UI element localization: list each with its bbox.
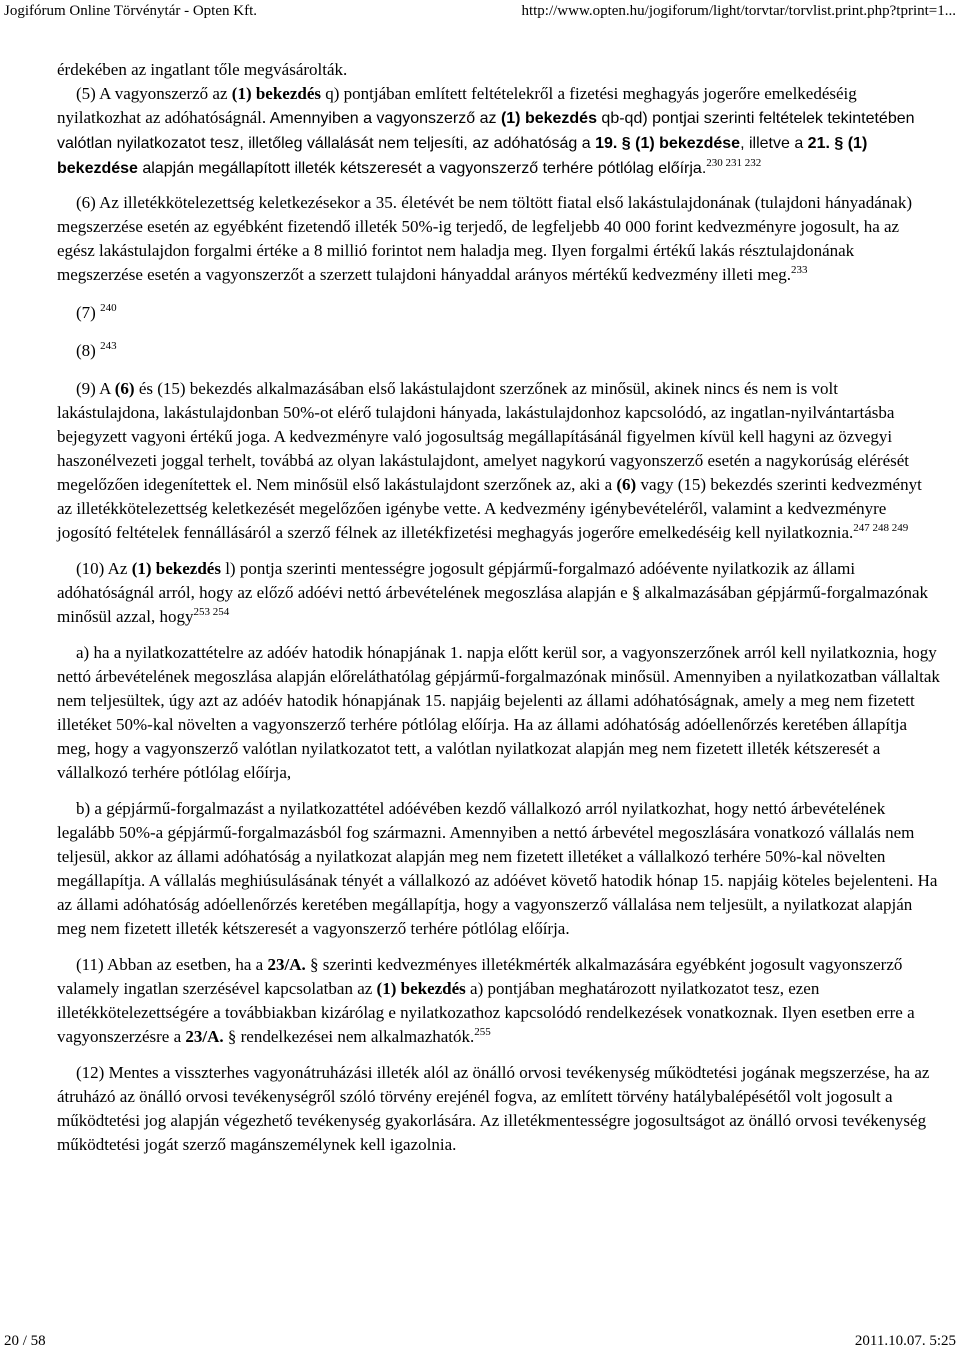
- footnote-ref: 233: [791, 264, 808, 276]
- paragraph-6: (6) Az illetékkötelezettség keletkezésekor a 35. életévét be nem töltött fiatal első lakástulajdonának (tulajdoni hányadának) megszerzése esetén az egyébként fizetendő illeték 50%-ig terjedő, de legfeljebb 40 000 forint kedvezményre jogosult, ha az egész lakástulajdon forgalmi értéke a 8 millió forintot nem haladja meg. Ilyen forgalmi értékű lakás résztulajdonának megszerzése esetén a vagyonszerzőt a szerzett tulajdoni hányaddal arányos mértékű kedvezmény illeti meg.$^{233}$: [57, 193, 912, 284]
- paragraph-9: (9) A (6) és (15) bekezdés alkalmazásában első lakástulajdont szerzőnek az minősül, akinek nincs és nem is volt lakástulajdona, lakástulajdonban 50%-ot elérő tulajdoni hányada, lakástulajdonhoz kapcsolódó, az ingatlan-nyilvántartásba bejegyzett vagyoni értékű joga. A kedvezményre való jogosultság megállapításánál figyelmen kívül kell hagyni az özvegyi haszonélvezeti joggal terhelt, továbbá az olyan lakástulajdont, amelyet nagykorú vagyonszerző esetén a nagykorúság elérését megelőzően idegenítettek el. Nem minősül első lakástulajdont szerzőnek az, aki a (6) vagy (15) bekezdés szerinti kedvezményt az illetékkötelezettség keletkezését megelőzően igénybe vette. A kedvezmény igénybevételéről, valamint a kedvezményre jogosító feltételek fennállásáról a szerző félnek az illetékfizetési meghagyás jogerőre emelkedéséig kell nyilatkoznia.$^{247 248 249}$: [57, 379, 922, 542]
- paragraph-5-sans-text: Amennyiben a vagyonszerző az (1) bekezdés qb-qd) pontjai szerinti feltételek tekintetében valótlan nyilatkozatot tesz, illetőleg vállalását nem teljesíti, az adóhatóság a 19. § (1) bekezdése, illetve a 21. § (1) bekezdése alapján megállapított illeték kétszeresét a vagyonszerző terhére pótlólag előírja.: [57, 110, 915, 177]
- paragraph-continuation: érdekében az ingatlant tőle megvásárolták.: [57, 60, 348, 79]
- footnote-ref: 243: [100, 340, 117, 352]
- paragraph-5: (5) A vagyonszerző az (1) bekezdés q) pontjában említett feltételekről a fizetési meghagyás jogerőre emelkedéséig nyilatkozhat az adóhatóságnál. Amennyiben a vagyonszerző az (1) bekezdés qb-qd) pontjai szerinti feltételek tekintetében valótlan nyilatkozatot tesz, illetőleg vállalását nem teljesíti, az adóhatóság a 19. § (1) bekezdése, illetve a 21. § (1) bekezdése alapján megállapított illeték kétszeresét a vagyonszerző terhére pótlólag előírja.$^{230 231 232}$: [57, 84, 915, 177]
- paragraph-10-b: b) a gépjármű-forgalmazást a nyilatkozattétel adóévében kezdő vállalkozó arról nyilatkozhat, hogy nettó árbevételének legalább 50%-a gépjármű-forgalmazásból fog származni. Amennyiben a nettó árbevétel megoszlására vonatkozó vállalás nem teljesül, akkor az állami adóhatóság a nyilatkozat alapján meg nem fizetett illetéket a vállalkozó terhére 50%-kal növelten megállapítja. A vállalás meghiúsulásának tényét a vállalkozó az adóévet követő hatodik hónap 15. napjáig köteles bejelenteni. Ha az állami adóhatóság adóellenőrzés keretében megállapítja, hogy a vagyonszerző vállalása nem teljesült, a nyilatkozat alapján meg nem fizetett illeték kétszeresét a vagyonszerző terhére pótlólag előírja.: [57, 799, 938, 938]
- page-number: 20 / 58: [4, 1333, 46, 1349]
- paragraph-12: (12) Mentes a visszterhes vagyonátruházási illeték alól az önálló orvosi tevékenység működtetési jogának megszerzése, ha az átruházó az önálló orvosi tevékenységről szóló törvény erejénél fogva, az említett törvény hatálybalépésétől volt jogosult a működtetési jog alapján végezhető tevékenység gyakorlására. Az illetékmentességre jogosultságot az önálló orvosi tevékenység működtetési jogát szerző magánszemélynek kell igazolnia.: [57, 1063, 930, 1154]
- paragraph-10: (10) Az (1) bekezdés l) pontja szerinti mentességre jogosult gépjármű-forgalmazó adóévente nyilatkozik az állami adóhatóságnál arról, hogy az előző adóévi nettó árbevételének megoszlása alapján e § alkalmazásában gépjármű-forgalmazónak minősül azzal, hogy$^{253 254}$: [57, 559, 929, 626]
- header-url: http://www.opten.hu/jogiforum/light/torvtar/torvlist.print.php?tprint=1...: [521, 3, 956, 19]
- paragraph-8: (8) $^{243}$: [76, 340, 117, 360]
- footnote-ref: 255: [474, 1026, 491, 1038]
- paragraph-7: (7) $^{240}$: [76, 302, 117, 322]
- footnote-ref: 253 254: [193, 606, 230, 618]
- footnote-ref: 240: [100, 302, 117, 314]
- paragraph-10-a: a) ha a nyilatkozattételre az adóév hatodik hónapjának 1. napja előtt kerül sor, a vagyonszerzőnek arról kell nyilatkoznia, hogy nettó árbevételének megoszlása alapján előreláthatólag gépjármű-forgalmazónak minősül. Amennyiben a nyilatkozatban vállaltak nem teljesültek, úgy azt az adóév hatodik hónapjának 15. napjáig bejelenti az állami adóhatóságnak, amely a meg nem fizetett illetéket 50%-kal növelten a vagyonszerző terhére pótlólag előírja. Ha az állami adóhatóság adóellenőrzés keretében állapítja meg, hogy a vagyonszerző valótlan nyilatkozatot tett, a valótlan nyilatkozat alapján meg nem fizetett illeték kétszeresét a vállalkozó terhére pótlólag előírja,: [57, 643, 940, 782]
- paragraph-11: (11) Abban az esetben, ha a 23/A. § szerinti kedvezményes illetékmérték alkalmazására egyébként jogosult vagyonszerző valamely ingatlan szerzésével kapcsolatban az (1) bekezdés a) pontjában meghatározott nyilatkozatot tesz, ezen illetékkötelezettségére a továbbiakban kizárólag e nyilatkozathoz kapcsolódó rendelkezések vonatkoznak. Ilyen esetben erre a vagyonszerzésre a 23/A. § rendelkezései nem alkalmazhatók.$^{255}$: [57, 955, 915, 1046]
- document-body: [57, 58, 941, 1157]
- header-site-title: Jogifórum Online Törvénytár - Opten Kft.: [4, 3, 258, 19]
- print-timestamp: 2011.10.07. 5:25: [854, 1333, 956, 1349]
- footnote-ref: 230 231 232: [706, 157, 762, 169]
- footnote-ref: 247 248 249: [853, 522, 909, 534]
